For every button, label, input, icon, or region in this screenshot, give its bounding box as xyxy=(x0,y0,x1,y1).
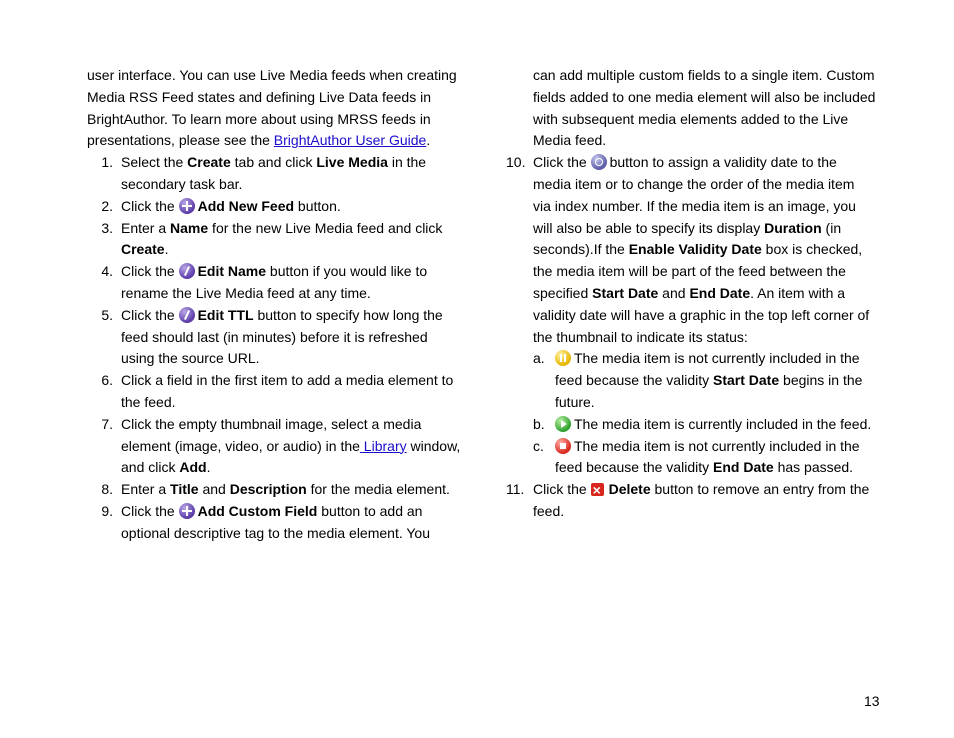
bold-term: Delete xyxy=(608,481,651,498)
list-number: 2. xyxy=(101,197,113,214)
list-number: 7. xyxy=(101,415,113,432)
bold-term: Create xyxy=(121,241,165,258)
steps-list-right xyxy=(506,152,876,523)
play-icon xyxy=(555,416,571,432)
text-run: in the secondary task bar. xyxy=(121,154,427,192)
sub-list-item xyxy=(533,348,876,413)
text-run: window, and click xyxy=(121,437,461,476)
text-run: Click a field in the first item to add a media element to the feed. xyxy=(121,372,454,410)
inline-link[interactable]: Library xyxy=(359,437,407,454)
bold-term: End Date xyxy=(713,459,774,476)
bold-term: Title xyxy=(170,481,199,498)
text-run: . An item with a validity date will have a graphic in the top left corner of the thumbnail to indicate its status: xyxy=(533,284,870,345)
bold-term: Add New Feed xyxy=(197,197,295,214)
list-number: 11. xyxy=(506,481,525,498)
text-run: (in seconds).If the xyxy=(533,219,842,258)
text-run: Click the xyxy=(121,263,179,280)
text-run: button. xyxy=(294,197,341,214)
list-number: 1. xyxy=(101,154,113,171)
text-run: and xyxy=(658,284,690,301)
text-run: button to specify how long the feed should last (in minutes) before it is refreshed using the source URL. xyxy=(121,306,443,367)
bold-term: Live Media xyxy=(316,154,388,171)
list-item xyxy=(87,305,462,370)
text-run: and xyxy=(198,481,230,498)
sub-list xyxy=(533,348,876,479)
bold-term: Add xyxy=(179,459,207,476)
sub-list-item xyxy=(533,414,876,436)
bold-term: Create xyxy=(187,154,231,171)
list-number: a. xyxy=(533,350,545,367)
bold-term: Start Date xyxy=(713,372,780,389)
bold-term: Start Date xyxy=(592,284,659,301)
list-item xyxy=(87,370,462,414)
text-run: button to assign a validity date to the media item or to change the order of the media item via index number. If the media item is an image, you will also be able to specify its display xyxy=(533,154,856,236)
bold-term: Duration xyxy=(764,219,822,236)
text-run: The media item is not currently included in the feed because the validity xyxy=(555,350,860,389)
delete-icon xyxy=(591,483,604,496)
clock-icon xyxy=(591,154,607,170)
bold-term: Edit Name xyxy=(197,263,267,280)
left-column xyxy=(87,65,462,545)
list-number: c. xyxy=(533,437,544,454)
text-run: button if you would like to rename the Live Media feed at any time. xyxy=(121,263,428,301)
text-run: button to remove an entry from the feed. xyxy=(533,481,870,519)
text-run: box is checked, the media item will be part of the feed between the specified xyxy=(533,241,863,301)
sub-list-item xyxy=(533,436,876,480)
text-run: The media item is currently included in the feed. xyxy=(574,415,872,432)
inline-link[interactable]: BrightAuthor User Guide xyxy=(273,132,427,149)
text-run: for the media element. xyxy=(306,481,450,498)
text-run: . xyxy=(164,241,169,258)
text-run: Click the xyxy=(121,306,179,323)
list-number: 3. xyxy=(101,219,113,236)
text-run: Click the xyxy=(533,481,591,498)
text-run: Click the xyxy=(533,154,591,171)
list-item xyxy=(506,479,876,523)
bold-term: Enable Validity Date xyxy=(628,241,762,258)
list-number: 4. xyxy=(101,263,113,280)
page-number: 13 xyxy=(864,693,880,709)
list-item xyxy=(87,152,462,196)
text-run: begins in the future. xyxy=(555,372,863,410)
list-item xyxy=(87,414,462,479)
text-run: Select the xyxy=(121,154,188,171)
edit-icon xyxy=(179,307,195,323)
text-run: button to add an optional descriptive tag to the media element. You xyxy=(121,502,430,541)
bold-term: Description xyxy=(229,481,307,498)
list-item xyxy=(87,501,462,545)
add-icon xyxy=(179,503,195,519)
bold-term: Name xyxy=(170,219,209,236)
list-number: 5. xyxy=(101,306,113,323)
text-run: The media item is not currently included in the feed because the validity xyxy=(555,437,860,476)
text-run: Enter a xyxy=(121,219,171,236)
pause-icon xyxy=(555,350,571,366)
list-item xyxy=(87,479,462,501)
text-run: tab and click xyxy=(230,154,317,171)
right-column xyxy=(506,65,876,523)
text-run: Click the xyxy=(121,502,179,519)
text-run: user interface. You can use Live Media feeds when creating Media RSS Feed states and defining Live Data feeds in BrightAuthor. To learn more about using MRSS feeds in presentations, please see the xyxy=(87,67,457,149)
list-number: 6. xyxy=(101,372,113,389)
list-item xyxy=(87,196,462,218)
list-item xyxy=(87,218,462,262)
list-number: b. xyxy=(533,415,545,432)
text-run: . xyxy=(206,459,211,476)
text-run: Click the xyxy=(121,197,179,214)
list-item xyxy=(506,152,876,348)
stop-icon xyxy=(555,438,571,454)
list-number: 8. xyxy=(101,481,113,498)
list-number: 9. xyxy=(101,502,113,519)
text-run: has passed. xyxy=(773,459,854,476)
list-item xyxy=(87,261,462,305)
list-number: 10. xyxy=(506,154,526,171)
bold-term: Add Custom Field xyxy=(197,502,318,519)
add-icon xyxy=(179,198,195,214)
edit-icon xyxy=(179,263,195,279)
bold-term: Edit TTL xyxy=(197,306,254,323)
intro-paragraph xyxy=(87,65,462,152)
text-run: for the new Live Media feed and click xyxy=(208,219,443,236)
steps-list-left xyxy=(87,152,462,544)
bold-term: End Date xyxy=(689,284,751,301)
text-run: Enter a xyxy=(121,481,171,498)
text-run: Click the empty thumbnail image, select a media element (image, video, or audio) in the xyxy=(121,415,422,454)
continuation-paragraph: can add multiple custom fields to a single item. Custom fields added to one media element will also be included with subsequent media elements added to the Live Media feed. xyxy=(533,67,876,149)
text-run: . xyxy=(426,132,431,149)
